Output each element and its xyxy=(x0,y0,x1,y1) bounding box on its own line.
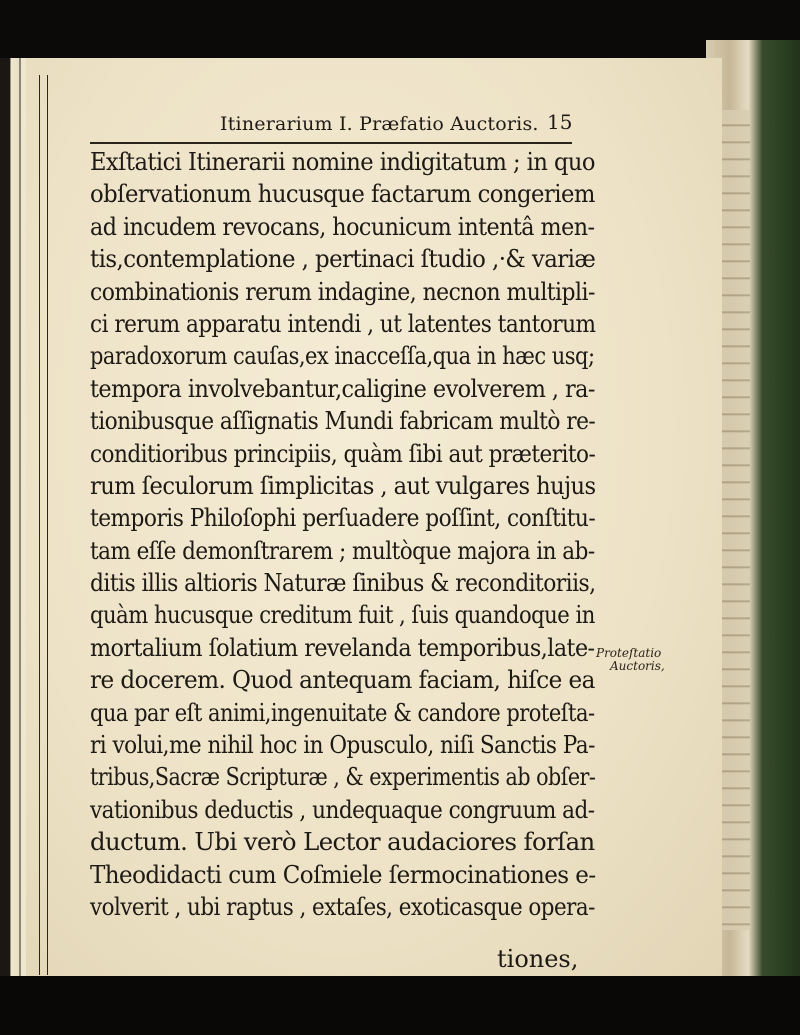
text-line: Exſtatici Itinerarii nomine indigitatum ; in quo xyxy=(90,147,595,176)
text-line: tam eſſe demonſtrarem ; multòque majora in ab- xyxy=(90,535,595,565)
text-line: ri volui,me nihil hoc in Opusculo, niſi Sanctis Pa- xyxy=(90,730,595,760)
text-line: ad incudem revocans, hocunicum intentâ men- xyxy=(90,211,595,241)
text-line: Theodidacti cum Coſmiele ſermocinationes e- xyxy=(90,859,596,889)
margin-note xyxy=(596,647,686,673)
text-line: combinationis rerum indagine, necnon multipli- xyxy=(90,276,595,306)
text-line: tribus,Sacræ Scripturæ , & experimentis ab obſer- xyxy=(90,762,596,792)
text-line: paradoxorum cauſas,ex inacceſſa,qua in hæc usq; xyxy=(90,341,595,371)
text-line: conditioribus principiis, quàm ſibi aut præterito- xyxy=(90,438,596,468)
margin-note-line: Proteſtatio xyxy=(596,646,662,660)
text-line: quàm hucusque creditum fuit , ſuis quandoque in xyxy=(90,600,595,630)
margin-note-line: Auctoris, xyxy=(610,659,665,673)
text-line: ci rerum apparatu intendi , ut latentes tantorum xyxy=(90,308,596,338)
text-line: qua par eſt animi,ingenuitate & candore proteſta- xyxy=(90,697,595,727)
text-line: ductum. Ubi verò Lector audaciores forſan xyxy=(90,827,595,857)
page-edge-line xyxy=(47,75,48,975)
text-line: obſervationum hucusque factarum congeriem xyxy=(90,179,595,209)
bottom-shadow xyxy=(0,976,800,1035)
header-rule xyxy=(90,142,572,144)
text-line: ditis illis altioris Naturæ ſinibus & reconditoriis, xyxy=(90,568,596,598)
text-line: mortalium ſolatium revelanda temporibus,late- xyxy=(90,632,595,662)
right-page-edges xyxy=(722,110,750,930)
page-edge-line xyxy=(39,75,40,975)
text-line: re docerem. Quod antequam faciam, hiſce ea xyxy=(90,665,595,695)
text-line: rum ſeculorum ſimplicitas , aut vulgares hujus xyxy=(90,470,596,500)
running-head: Itinerarium I. Præfatio Auctoris. xyxy=(220,113,539,135)
text-line: volverit , ubi raptus , extaſes, exoticasque opera- xyxy=(90,891,595,921)
page-number: 15 xyxy=(547,110,573,134)
text-line: tionibusque aſſignatis Mundi fabricam multò re- xyxy=(90,406,596,436)
body-text xyxy=(90,146,596,923)
text-line: vationibus deductis , undequaque congruum ad- xyxy=(90,794,595,824)
text-line: temporis Philoſophi perſuadere poſſint, conſtitu- xyxy=(90,503,596,533)
catchword: tiones, xyxy=(497,945,579,973)
text-line: tempora involvebantur,caligine evolverem , ra- xyxy=(90,373,595,403)
text-line: tis,contemplatione , pertinaci ſtudio ,·& variæ xyxy=(90,244,596,274)
